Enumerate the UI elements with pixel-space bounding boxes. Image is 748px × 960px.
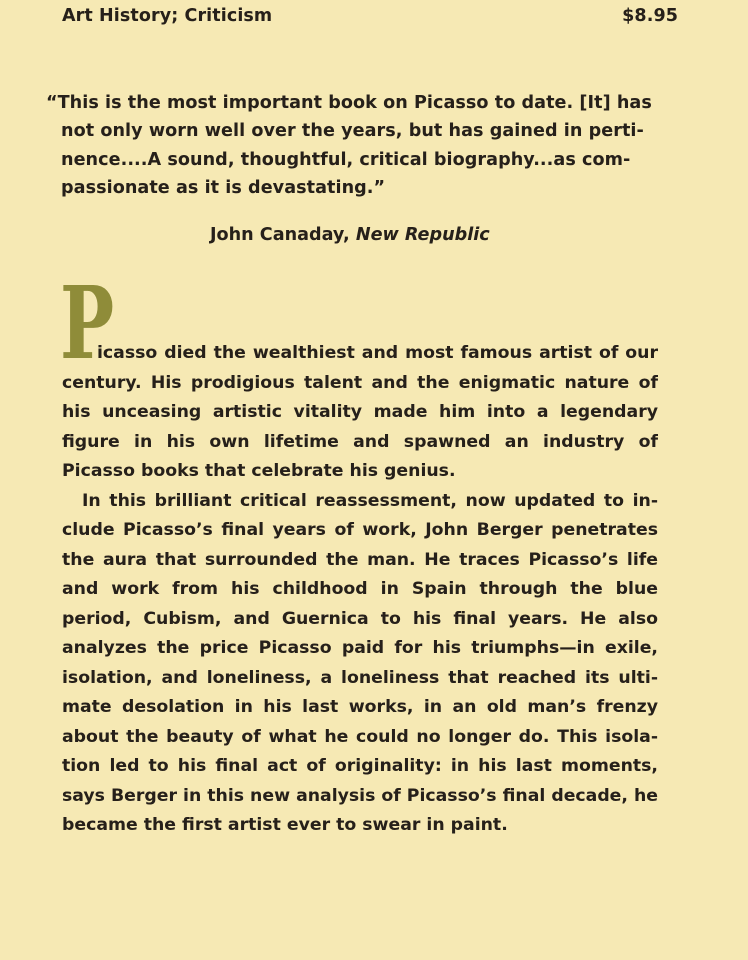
description-line: and work from his childhood in Spain through the blue: [62, 579, 658, 599]
quote-line: nence....A sound, thoughtful, critical biography...as com-: [61, 149, 631, 170]
drop-cap: P: [60, 264, 115, 382]
description-line: isolation, and loneliness, a loneliness that reached its ulti-: [62, 667, 658, 688]
description-line: tion led to his final act of originality: in his last moments,: [62, 756, 658, 776]
description-line: clude Picasso’s final years of work, John Berger penetrates: [62, 520, 658, 540]
description-line: century. His prodigious talent and the enigmatic nature of: [62, 372, 658, 393]
description-line: figure in his own lifetime and spawned an industry of: [62, 431, 658, 452]
price-label: $8.95: [622, 6, 678, 26]
description-line: his unceasing artistic vitality made him into a legendary: [62, 402, 658, 422]
quote-attribution: [210, 225, 490, 245]
description-line: analyzes the price Picasso paid for his triumphs—in exile,: [62, 638, 658, 658]
description-line: says Berger in this new analysis of Picasso’s final decade, he: [62, 785, 658, 806]
book-description: [62, 339, 658, 841]
description-line: In this brilliant critical reassessment, now updated to in-: [82, 490, 658, 511]
description-line: became the first artist ever to swear in paint.: [62, 815, 508, 835]
description-line: about the beauty of what he could no longer do. This isola-: [62, 726, 658, 747]
description-line: icasso died the wealthiest and most famous artist of our: [97, 343, 658, 363]
quote-line: not only worn well over the years, but has gained in perti-: [61, 121, 644, 142]
quote-line: passionate as it is devastating.”: [61, 177, 386, 198]
description-line: period, Cubism, and Guernica to his final years. He also: [62, 608, 658, 629]
category-label: Art History; Criticism: [62, 6, 273, 26]
review-quote: [46, 89, 656, 202]
quote-line: “This is the most important book on Picasso to date. [It] has: [46, 93, 652, 113]
description-line: mate desolation in his last works, in an old man’s frenzy: [62, 697, 658, 717]
quote-author: John Canaday,: [210, 225, 350, 245]
description-line: the aura that surrounded the man. He traces Picasso’s life: [62, 549, 658, 570]
description-line: Picasso books that celebrate his genius.: [62, 461, 456, 481]
quote-source: New Republic: [355, 225, 490, 245]
header-row: [62, 6, 678, 26]
